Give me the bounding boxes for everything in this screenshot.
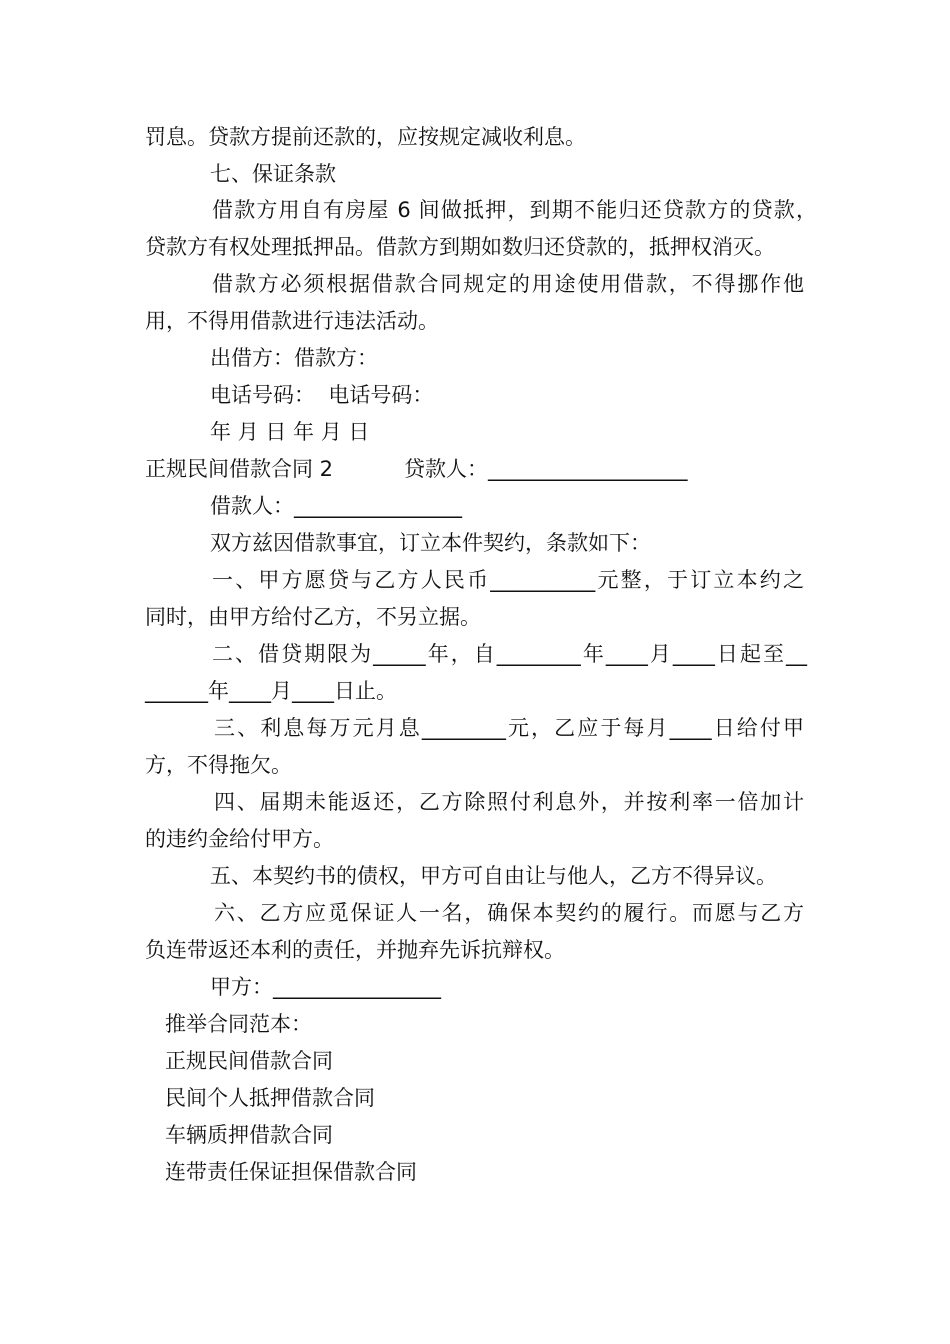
paragraph-line: 罚息。贷款方提前还款的，应按规定减收利息。	[145, 125, 586, 149]
clause-line: 负连带返还本利的责任，并抛弃先诉抗辩权。	[145, 938, 565, 962]
paragraph-line: 贷款方有权处理抵押品。借款方到期如数归还贷款的，抵押权消灭。	[145, 235, 775, 259]
date-line: 年 月 日 年 月 日	[210, 420, 370, 444]
clause-line: ______年____月____日止。	[145, 679, 397, 703]
clause-line: 的违约金给付甲方。	[145, 827, 334, 851]
clause-line: 六、乙方应觅保证人一名，确保本契约的履行。而愿与乙方	[214, 901, 804, 925]
paragraph-line: 双方兹因借款事宜，订立本件契约，条款如下：	[210, 531, 651, 555]
clause-line: 一、甲方愿贷与乙方人民币__________元整，于订立本约之	[212, 568, 804, 592]
party-a-field: 甲方：________________	[210, 975, 441, 999]
lender-field: 贷款人：___________________	[404, 457, 688, 481]
clause-line: 四、届期未能返还，乙方除照付利息外，并按利率一倍加计	[214, 790, 804, 814]
clause-line: 二、借贷期限为_____年，自________年____月____日起至__	[212, 642, 807, 666]
recommend-link[interactable]: 民间个人抵押借款合同	[165, 1086, 375, 1110]
section-heading: 七、保证条款	[210, 162, 336, 186]
clause-line: 五、本契约书的债权，甲方可自由让与他人，乙方不得异议。	[210, 864, 777, 888]
recommend-heading: 推举合同范本：	[165, 1012, 312, 1036]
paragraph-line: 借款方用自有房屋 6 间做抵押，到期不能归还贷款方的贷款，	[212, 198, 817, 222]
recommend-link[interactable]: 车辆质押借款合同	[165, 1123, 333, 1147]
borrower-field: 借款人：________________	[210, 494, 462, 518]
paragraph-line: 用，不得用借款进行违法活动。	[145, 309, 439, 333]
contract-title: 正规民间借款合同 2	[145, 457, 334, 481]
recommend-link[interactable]: 连带责任保证担保借款合同	[165, 1160, 417, 1184]
clause-line: 同时，由甲方给付乙方，不另立据。	[145, 605, 481, 629]
signature-line: 出借方：借款方：	[210, 346, 378, 370]
recommend-link[interactable]: 正规民间借款合同	[165, 1049, 333, 1073]
clause-line: 方，不得拖欠。	[145, 753, 292, 777]
paragraph-line: 借款方必须根据借款合同规定的用途使用借款，不得挪作他	[212, 272, 804, 296]
phone-line: 电话号码： 电话号码：	[210, 383, 434, 407]
clause-line: 三、利息每万元月息________元，乙应于每月____日给付甲	[214, 716, 804, 740]
